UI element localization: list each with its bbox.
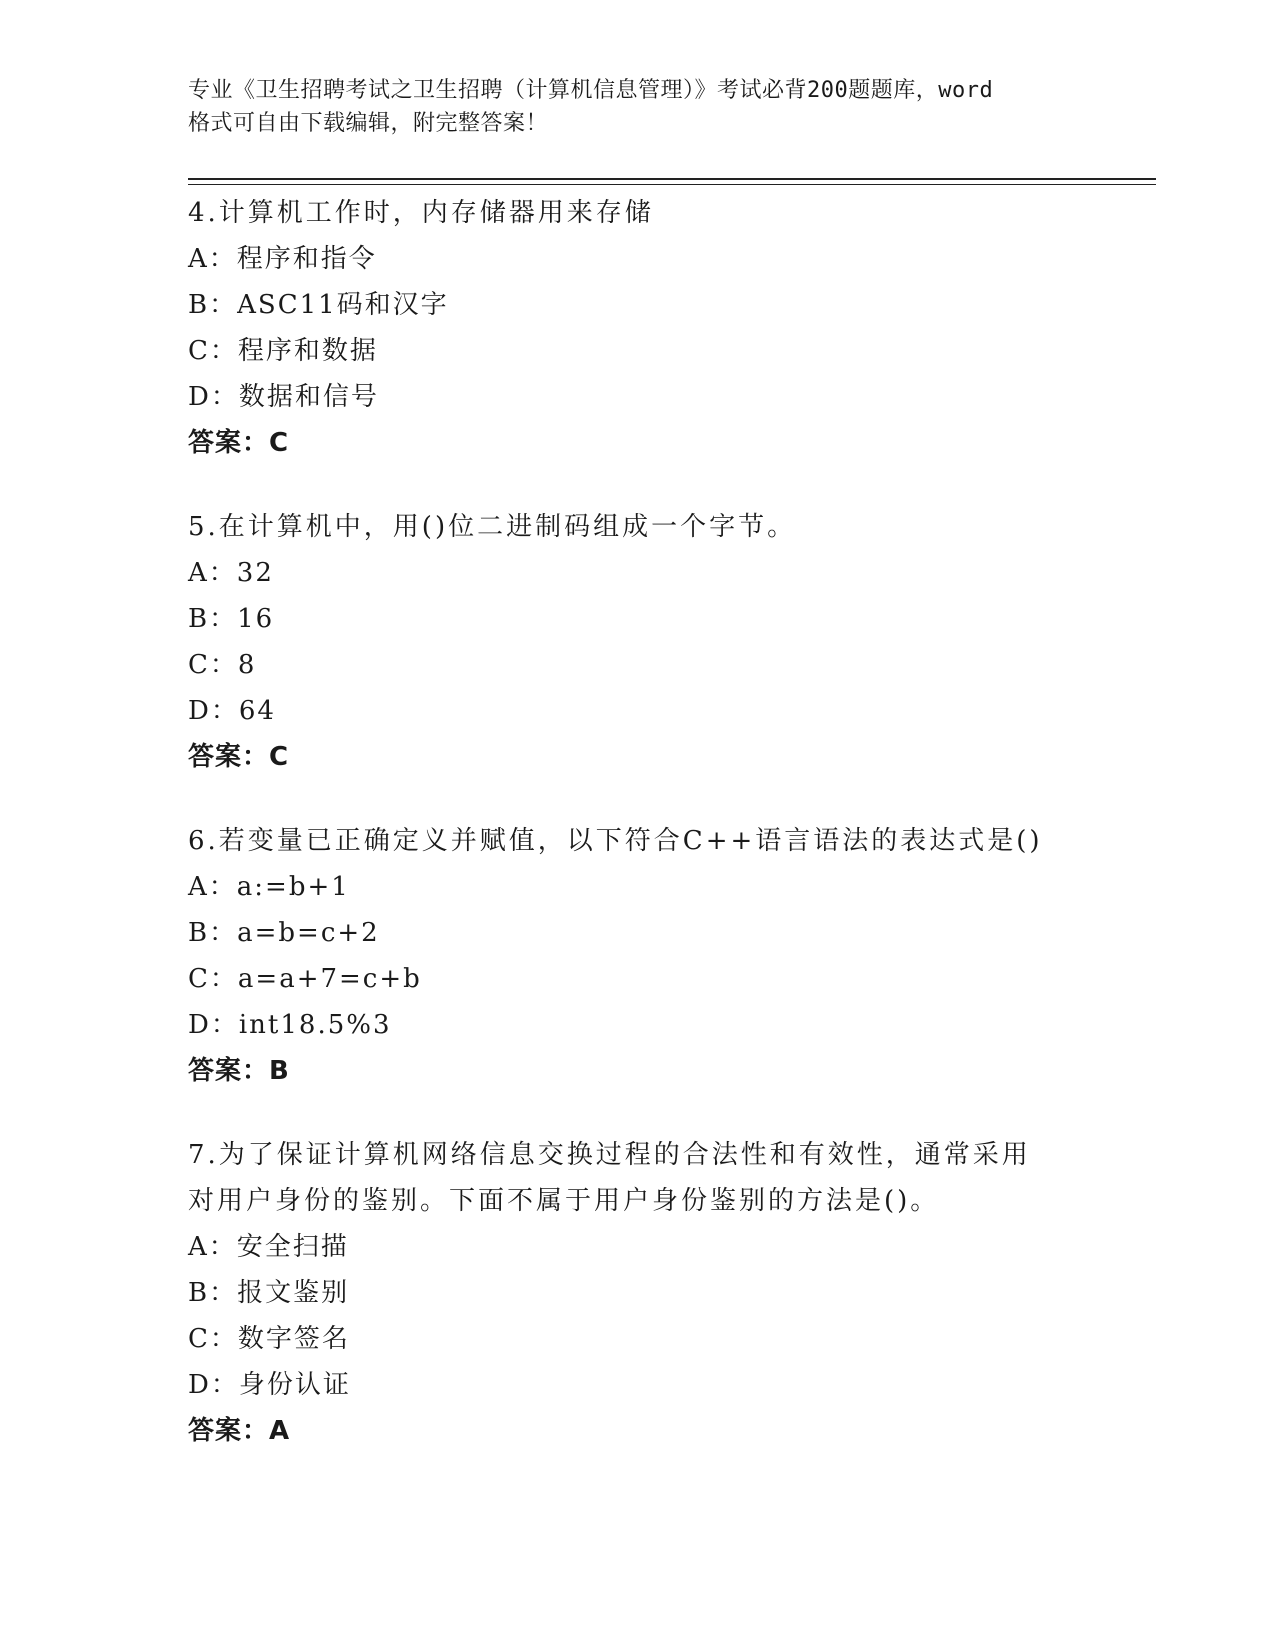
option-key: C：	[188, 650, 238, 680]
option-text: 数字签名	[237, 1324, 350, 1354]
option-key: B：	[188, 604, 238, 634]
question-item	[188, 504, 1088, 780]
option-text: 身份认证	[238, 1370, 351, 1400]
option-c	[188, 328, 1088, 374]
question-list	[188, 190, 1088, 1492]
header-divider-thick	[188, 178, 1156, 180]
header-line-1: 专业《卫生招聘考试之卫生招聘（计算机信息管理）》考试必背200题题库，word	[188, 78, 994, 103]
option-a	[188, 236, 1088, 282]
option-text: ASC11码和汉字	[237, 290, 449, 320]
option-key: C：	[188, 1324, 238, 1354]
option-key: A：	[188, 558, 237, 588]
option-d	[188, 688, 1088, 734]
option-key: A：	[188, 872, 237, 902]
option-b	[188, 910, 1088, 956]
answer-line: 答案：A	[188, 1416, 291, 1446]
option-key: D：	[188, 696, 239, 726]
option-text: 64	[238, 696, 276, 726]
option-key: B：	[188, 290, 238, 320]
option-b	[188, 596, 1088, 642]
option-key: A：	[188, 1232, 237, 1262]
question-item	[188, 818, 1088, 1094]
option-text: 安全扫描	[236, 1232, 349, 1262]
option-text: a=b=c+2	[237, 918, 380, 948]
document-header	[188, 74, 1088, 140]
question-item	[188, 190, 1088, 466]
option-d	[188, 1002, 1088, 1048]
option-text: 数据和信号	[238, 382, 379, 412]
option-c	[188, 956, 1088, 1002]
option-a	[188, 1224, 1088, 1270]
option-c	[188, 642, 1088, 688]
option-text: int18.5%3	[238, 1010, 392, 1040]
answer-line: 答案：C	[188, 428, 290, 458]
option-c	[188, 1316, 1088, 1362]
option-key: C：	[188, 336, 238, 366]
question-item	[188, 1132, 1088, 1454]
option-key: D：	[188, 382, 239, 412]
option-d	[188, 374, 1088, 420]
option-a	[188, 864, 1088, 910]
question-text: 4.计算机工作时，内存储器用来存储	[188, 198, 654, 228]
question-text: 7.为了保证计算机网络信息交换过程的合法性和有效性，通常采用对用户身份的鉴别。下面不属于用户身份鉴别的方法是()。	[188, 1140, 1031, 1216]
option-text: 8	[237, 650, 257, 680]
option-key: A：	[188, 244, 237, 274]
option-text: a:=b+1	[236, 872, 350, 902]
option-key: D：	[188, 1010, 239, 1040]
option-text: 程序和指令	[236, 244, 377, 274]
header-divider-thin	[188, 184, 1156, 185]
answer-line: 答案：C	[188, 742, 290, 772]
option-b	[188, 282, 1088, 328]
option-key: B：	[188, 1278, 238, 1308]
option-a	[188, 550, 1088, 596]
option-key: D：	[188, 1370, 239, 1400]
answer-line: 答案：B	[188, 1056, 290, 1086]
option-key: B：	[188, 918, 238, 948]
option-b	[188, 1270, 1088, 1316]
option-d	[188, 1362, 1088, 1408]
question-text: 5.在计算机中，用()位二进制码组成一个字节。	[188, 512, 797, 542]
option-text: 报文鉴别	[237, 1278, 350, 1308]
option-text: 32	[236, 558, 274, 588]
question-text: 6.若变量已正确定义并赋值，以下符合C++语言语法的表达式是()	[188, 826, 1043, 856]
option-text: 程序和数据	[237, 336, 378, 366]
option-text: a=a+7=c+b	[237, 964, 422, 994]
header-line-2: 格式可自由下载编辑，附完整答案！	[188, 111, 549, 136]
option-text: 16	[237, 604, 275, 634]
option-key: C：	[188, 964, 238, 994]
